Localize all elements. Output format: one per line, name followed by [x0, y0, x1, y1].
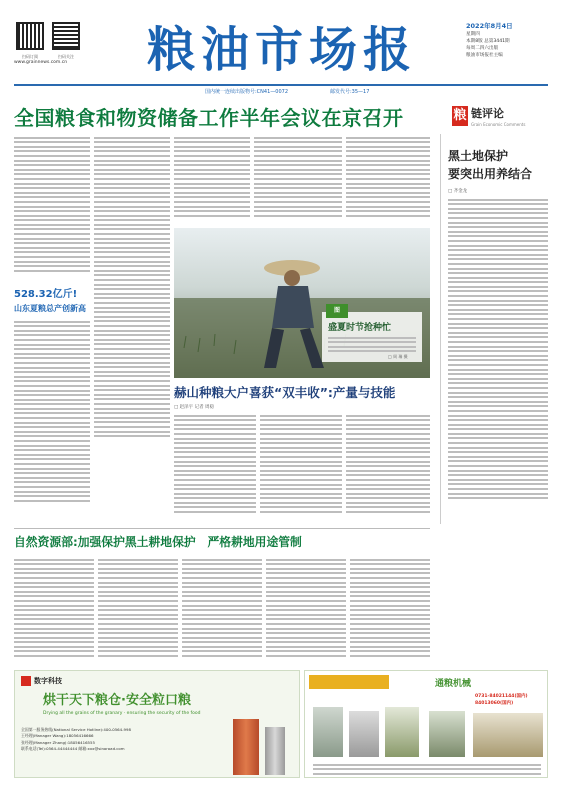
commentary-author: □ 齐金龙 [448, 189, 468, 194]
lead-article-col-1 [14, 134, 90, 284]
stamp-char: 粮 [452, 106, 468, 126]
shandong-subtitle: 山东夏粮总产创新高 [14, 304, 86, 313]
photo-caption-box [322, 307, 422, 362]
photo-credit: □ 周 瑞 摄 [388, 354, 408, 359]
qr-code-left [16, 22, 44, 50]
contact-hotline: 全国第一服务热线(National Service Hotline):400-0564-998 [21, 727, 131, 732]
machine-image-4 [429, 711, 465, 757]
ad-slogan-en: Drying all the grains of the granary · ensuring the security of the food [43, 711, 201, 716]
contact-manager-zhang: 张经理(Manager Zhang):18056416555 [21, 739, 95, 745]
issue-count: 本期8版 总第3441期 [466, 39, 510, 44]
newspaper-title: 粮油市场报 [146, 22, 417, 78]
website-url[interactable]: www.grainnews.com.cn [14, 60, 68, 65]
shandong-title: 528.32亿斤! [14, 289, 78, 300]
right-ad-phone-2: 84013060(国内) [475, 701, 514, 706]
post-code: 邮发代号:35—17 [330, 89, 370, 95]
commentary-subtitle: 要突出用养结合 [448, 167, 533, 181]
company-logo [21, 676, 31, 686]
resources-col-2 [98, 556, 178, 664]
shandong-body [14, 318, 90, 516]
commentary-body [448, 196, 548, 526]
footer-ad-right[interactable] [304, 670, 548, 778]
photo-caption: 盛夏时节抢种忙 [328, 323, 392, 333]
company-name: 数字科技 [34, 677, 62, 685]
henan-byline: □ 赵泽宇 记者 周稳 [174, 405, 215, 410]
masthead [0, 0, 562, 100]
editor: 粮油市场报社主编 [466, 53, 503, 58]
lead-article-col-4 [254, 134, 342, 226]
weekday: 星期四 [466, 32, 480, 37]
cn-number: 国内统一连续出版物号:CN41—0072 [205, 89, 289, 95]
right-column-divider [440, 134, 441, 524]
resources-col-3 [182, 556, 262, 664]
resources-col-4 [266, 556, 346, 664]
qr-code-right [52, 22, 80, 50]
qr-caption-left: 扫码订阅 [22, 54, 38, 59]
contact-tel: 联系电话(Tel):0564-44444444 邮箱:xxx@sinoroad.com [21, 746, 125, 752]
commentary-title: 黑土地保护 [448, 149, 509, 163]
resources-headline: 自然资源部:加强保护黑土耕地保护 严格耕地用途管制 [14, 535, 302, 549]
contact-manager-wang: 王经理(Manager Wang):18056416666 [21, 733, 94, 739]
lead-article-col-2 [94, 134, 170, 464]
photo-caption-text [328, 334, 416, 354]
schedule: 每周二四六出版 [466, 46, 499, 51]
footer-ad-left[interactable] [14, 670, 300, 778]
dryer-tower-image [233, 719, 259, 775]
resources-col-1 [14, 556, 94, 664]
rice-planting-photo [174, 228, 430, 378]
lead-article-col-3 [174, 134, 250, 226]
henan-headline: 赫山种粮大户喜获“双丰收”:产量与技能 [174, 385, 396, 400]
issue-date: 2022年8月4日 [466, 22, 513, 30]
masthead-rule [14, 84, 548, 86]
photo-tag: 图 [326, 304, 348, 318]
right-ad-contacts [313, 761, 541, 777]
contact-list [21, 727, 221, 753]
right-ad-banner [309, 675, 389, 689]
main-headline: 全国粮食和物资储备工作半年会议在京召开 [14, 106, 404, 130]
stamp-subtitle: Grain Economic Comments [471, 122, 526, 127]
machine-image-1 [313, 707, 343, 757]
qr-caption-right: 扫码关注 [58, 54, 74, 59]
ad-slogan: 烘干天下粮仓·安全粒口粮 [43, 693, 191, 708]
right-ad-phone: 0731-84021144(国内) [475, 694, 528, 699]
henan-col-1 [174, 412, 256, 522]
machine-image-2 [349, 711, 379, 757]
commentary-stamp [452, 106, 548, 132]
dryer-tower-image-2 [265, 727, 285, 775]
publication-info [466, 22, 556, 59]
right-ad-brand: 通粮机械 [435, 679, 472, 689]
section-rule [14, 528, 430, 529]
lead-article-col-5 [346, 134, 430, 226]
henan-col-3 [346, 412, 430, 522]
machine-image-3 [385, 707, 419, 757]
machine-image-5 [473, 713, 543, 757]
stamp-title: 链评论 [471, 107, 504, 120]
resources-col-5 [350, 556, 430, 664]
henan-col-2 [260, 412, 342, 522]
